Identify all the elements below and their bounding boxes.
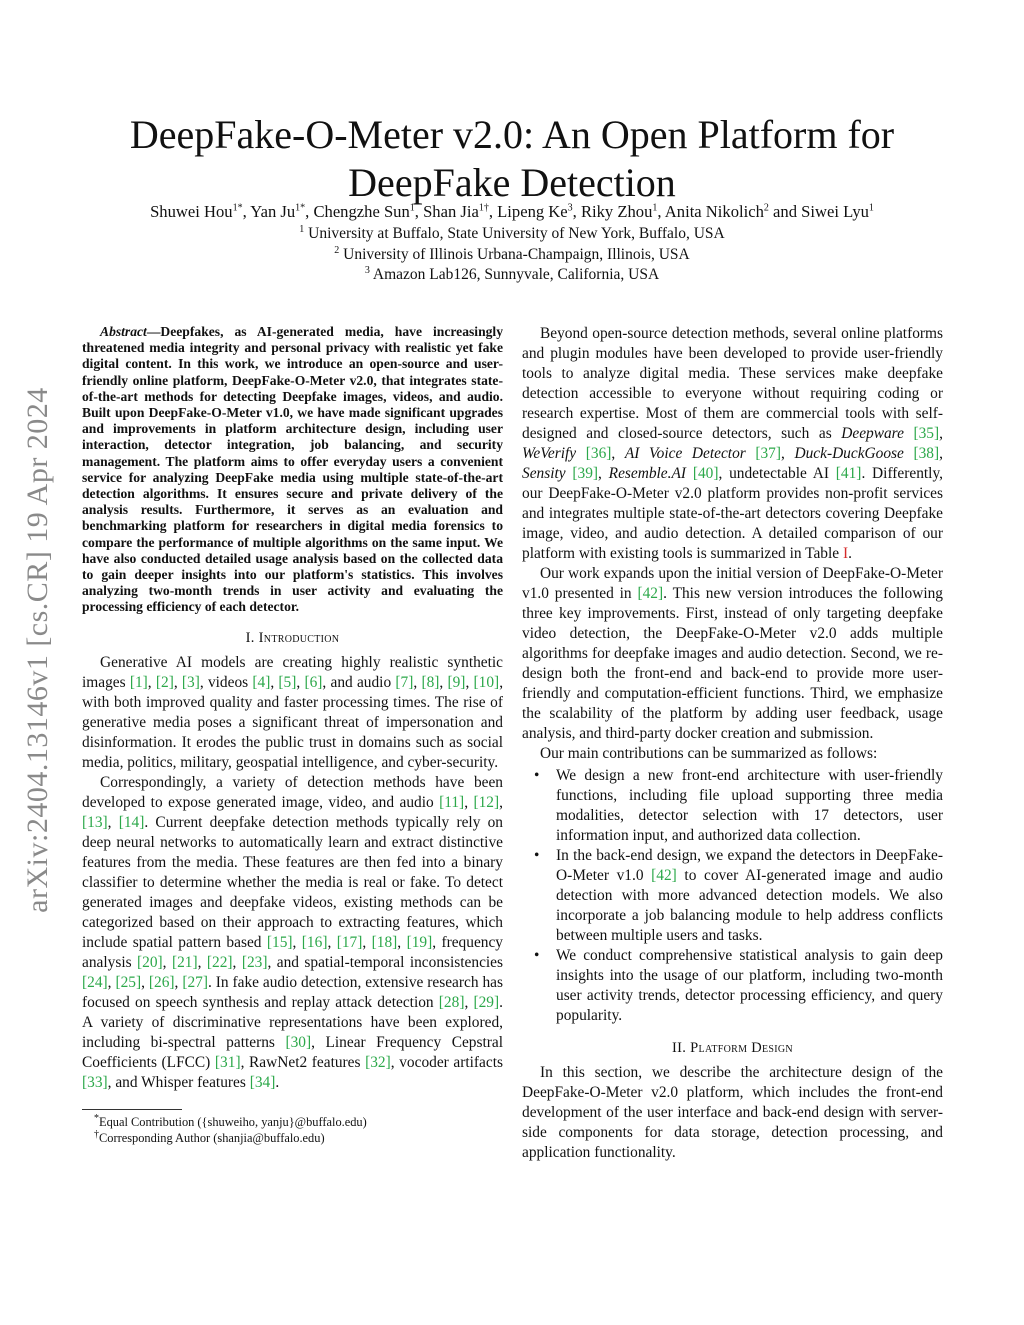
bullet: •: [534, 947, 540, 964]
affiliation-mark: 3: [364, 264, 370, 276]
affiliation-text: University at Buffalo, State University of New York, Buffalo, USA: [308, 225, 725, 242]
author-name: Shan Jia: [423, 202, 479, 221]
citation-link[interactable]: [33]: [82, 1073, 108, 1091]
affiliation-text: University of Illinois Urbana-Champaign, Illinois, USA: [343, 245, 690, 263]
section-number: II.: [672, 1040, 687, 1056]
contribution-item: • We design a new front-end architecture with user-friendly functions, including file upload supporting three media modalities, detector selection with 17 detectors, user information input, and authorized data collection.: [534, 767, 943, 844]
author-name: Siwei Lyu: [801, 202, 869, 221]
footnote-mark: *: [94, 1112, 99, 1124]
citation-link[interactable]: [34]: [249, 1073, 276, 1091]
contribution-list: [522, 766, 943, 1026]
citation-link[interactable]: [31]: [214, 1053, 241, 1071]
citation-link[interactable]: [37]: [755, 445, 782, 462]
citation-link[interactable]: [12]: [473, 793, 500, 811]
right-column-body: [522, 324, 943, 764]
tool-name: WeVerify: [522, 445, 577, 462]
author-name: Anita Nikolich: [664, 202, 764, 221]
citation-link[interactable]: [21]: [171, 953, 198, 971]
citation-link[interactable]: [11]: [439, 793, 465, 811]
section-title: Introduction: [258, 629, 340, 646]
citation-link[interactable]: [4]: [252, 673, 271, 691]
affiliation-list: [70, 224, 954, 286]
bullet: •: [534, 767, 540, 784]
author-affiliation-mark: 1: [868, 202, 874, 214]
abstract-text: —Deepfakes, as AI-generated media, have increasingly threatened media integrity and personal privacy with realistic yet fake digital content. In this work, we introduce an open-source and user-friendly online platform, DeepFake-O-Meter v2.0, that integrates state-of-the-art methods for detecting Deepfake images, videos, and audio. Built upon DeepFake-O-Meter v1.0, we have made significant upgrades and improvements in platform architecture design, including user interaction, detector integration, job balancing, and security management. The platform aims to offer everyday users a convenient service for analyzing DeepFake media using multiple state-of-the-art detection algorithms. It ensures secure and private delivery of the analysis results. Furthermore, it serves as an evaluation and benchmarking platform for researchers in digital media forensics to compare the performance of multiple algorithms on the same input. We have also conducted detailed usage analysis based on the collected data to gain deeper insights into our platform's statistics. This involves analyzing two-month trends in user activity and evaluating the processing efficiency of each detector.: [82, 324, 503, 615]
citation-link[interactable]: [41]: [835, 465, 862, 482]
section-heading-introduction: [82, 630, 503, 647]
citation-link[interactable]: [5]: [278, 673, 297, 691]
author-affiliation-mark: 3: [567, 202, 573, 214]
author-name: Yan Ju: [250, 202, 296, 221]
citation-link[interactable]: [13]: [82, 813, 108, 831]
citation-link[interactable]: [30]: [285, 1033, 312, 1051]
citation-link[interactable]: [36]: [585, 445, 612, 462]
citation-link[interactable]: [6]: [304, 673, 323, 691]
citation-link[interactable]: [19]: [406, 933, 433, 951]
author-affiliation-mark: 1: [652, 202, 658, 214]
paragraph: In this section, we describe the architecture design of the DeepFake-O-Meter v2.0 platform, which includes the front-end development of the user interface and back-end design with server-side components for data storage, detection processing, and application functionality.: [522, 1064, 943, 1161]
paragraph: Correspondingly, a variety of detection methods have been developed to expose generated image, video, and audio [11], [12], [13], [14]. Current deepfake detection methods typically rely on deep neural networks to automatically learn and extract distinctive features from the media. These features are then fed into a binary classifier to determine whether the media is real or fake. To detect generated images and deepfake videos, existing methods can be categorized based on their approach to extracting features, which include spatial pattern based [15], [16], [17], [18], [19], frequency analysis [20], [21], [22], [23], and spatial-temporal inconsistencies [24], [25], [26], [27]. In fake audio detection, extensive research has focused on speech synthesis and replay attack detection [28], [29]. A variety of discriminative representations have been explored, including bi-spectral patterns [30], Linear Frequency Cepstral Coefficients (LFCC) [31], RawNet2 features [32], vocoder artifacts [33], and Whisper features [34].: [82, 773, 504, 1091]
citation-link[interactable]: [14]: [118, 813, 145, 831]
affiliation: [70, 224, 954, 245]
citation-link[interactable]: [16]: [301, 933, 328, 951]
citation-link[interactable]: [32]: [365, 1053, 391, 1071]
introduction-body: [82, 653, 503, 1093]
author-name: Lipeng Ke: [497, 202, 568, 221]
affiliation-mark: 2: [334, 244, 340, 256]
citation-link[interactable]: [42]: [637, 585, 664, 602]
citation-link[interactable]: [18]: [371, 933, 398, 951]
citation-link[interactable]: [40]: [692, 465, 719, 482]
citation-link[interactable]: [38]: [913, 445, 940, 462]
right-column: [522, 324, 943, 1163]
author-name: Shuwei Hou: [150, 202, 233, 221]
citation-link[interactable]: [20]: [137, 953, 163, 971]
citation-link[interactable]: [29]: [473, 993, 500, 1011]
citation-link[interactable]: [26]: [148, 973, 175, 991]
author-list: Shuwei Hou$^{1*}$, Yan $Ju^{1*}$, Chengzhe Sun$^1$, Shan Jia$^{1\dagger}$, Lipeng Ke$^3$, Riky Zhou$^1$, Anita Nikolich$^2$ and Siwei Lyu$^1$: [150, 202, 874, 221]
section-heading-platform-design: [522, 1040, 943, 1057]
citation-link[interactable]: [27]: [182, 973, 208, 991]
tool-name: Duck-DuckGoose: [794, 445, 904, 462]
author-name: Chengzhe Sun: [313, 202, 410, 221]
abstract-label: Abstract: [100, 324, 147, 339]
citation-link[interactable]: [15]: [266, 933, 293, 951]
author-affiliation-mark: 1: [409, 202, 415, 214]
table-reference-link[interactable]: I: [842, 545, 849, 562]
citation-link[interactable]: [23]: [241, 953, 268, 971]
citation-link[interactable]: [28]: [438, 993, 465, 1011]
contribution-item: • In the back-end design, we expand the detectors in DeepFake-O-Meter v1.0 [42] to cover AI-generated image and audio detection with more advanced detection models. We also incorporate a job balancing module to help address conflicts between multiple users and tasks.: [534, 847, 943, 944]
citation-link[interactable]: [24]: [82, 973, 108, 991]
citation-link[interactable]: [25]: [115, 973, 142, 991]
arxiv-stamp-text: arXiv:2404.13146v1 [cs.CR] 19 Apr 2024: [21, 387, 54, 913]
platform-design-body: [522, 1063, 943, 1163]
paragraph: Beyond open-source detection methods, several online platforms and plugin modules have been developed to provide user-friendly tools to analyze digital media. These services make deepfake detection accessible to everyone without requiring coding or research expertise. Most of them are commercial tools with self-designed and closed-source detectors, such as Deepware [35], WeVerify [36], AI Voice Detector [37], Duck-DuckGoose [38], Sensity [39], Resemble.AI [40], undetectable AI [41]. Differently, our DeepFake-O-Meter v2.0 platform provides non-profit services and integrates multiple state-of-the-art detectors covering Deepfake image, video, and audio detection. A detailed comparison of our platform with existing tools is summarized in Table I.: [522, 325, 943, 562]
footnote-text: Corresponding Author (shanjia@buffalo.edu): [99, 1130, 325, 1145]
affiliation-mark: 1: [299, 223, 305, 235]
citation-link[interactable]: [8]: [421, 673, 440, 691]
footnote: [82, 1114, 503, 1130]
footnote-mark: †: [94, 1128, 99, 1140]
tool-name: Deepware: [841, 425, 904, 442]
citation-link[interactable]: [9]: [447, 673, 466, 691]
citation-link[interactable]: [3]: [181, 673, 200, 691]
footnotes: [82, 1114, 503, 1146]
citation-link[interactable]: [1]: [129, 673, 148, 691]
paragraph: Our main contributions can be summarized as follows:: [540, 745, 878, 762]
tool-name: Resemble.AI: [608, 465, 687, 482]
tool-name: AI Voice Detector: [624, 445, 746, 462]
citation-link[interactable]: [35]: [913, 425, 940, 442]
citation-link[interactable]: [22]: [206, 953, 233, 971]
contribution-item: • We conduct comprehensive statistical analysis to gain deep insights into the usage of our platform, including two-month user activity trends, detector processing efficiency, and query popularity.: [534, 947, 943, 1024]
citation-link[interactable]: [39]: [572, 465, 599, 482]
author-affiliation-mark: 2: [763, 202, 769, 214]
author-affiliation-mark: 1*: [232, 202, 243, 214]
author-affiliation-mark: 1†: [478, 202, 489, 214]
footnote-text: Equal Contribution ({shuweiho, yanju}@buffalo.edu): [99, 1114, 367, 1129]
author-name: Riky Zhou: [580, 202, 653, 221]
section-number: I.: [245, 629, 255, 646]
tool-name: Sensity: [522, 465, 566, 482]
footnote: [82, 1130, 503, 1146]
citation-link[interactable]: [10]: [473, 673, 500, 691]
citation-link[interactable]: [17]: [336, 933, 363, 951]
footnote-rule: [82, 1109, 182, 1110]
citation-link[interactable]: [7]: [395, 673, 414, 691]
left-column: [82, 324, 503, 1146]
section-title: Platform Design: [690, 1040, 793, 1056]
affiliation: [70, 265, 954, 286]
paragraph: Our work expands upon the initial version of DeepFake-O-Meter v1.0 presented in [42]. This new version introduces the following three key improvements. First, instead of only targeting deepfake video detection, the DeepFake-O-Meter v2.0 adds multiple algorithms for deepfake images and audio detection. Second, we re-design both the front-end and back-end to provide more user-friendly and computation-efficient functions. Third, we emphasize the scalability of the platform by adding user feedback, usage analysis, and third-party docker creation and submission.: [522, 565, 943, 742]
affiliation-text: Amazon Lab126, Sunnyvale, California, USA: [372, 266, 660, 283]
arxiv-stamp: [14, 340, 62, 960]
citation-link[interactable]: [42]: [651, 867, 677, 884]
paper-title: DeepFake-O-Meter v2.0: An Open Platform for DeepFake Detection: [129, 111, 895, 205]
bullet: •: [534, 847, 540, 864]
author-affiliation-mark: 1*: [295, 202, 306, 214]
affiliation: [70, 245, 954, 266]
citation-link[interactable]: [2]: [155, 673, 174, 691]
abstract: [82, 324, 503, 616]
paragraph: Generative AI models are creating highly realistic synthetic images [1], [2], [3], videos [4], [5], [6], and audio [7], [8], [9], [10], with both improved quality and faster processing times. The rise of generative media poses a significant threat of impersonation and disinformation. It erodes the public trust in domains such as social media, politics, military, geospatial intelligence, and cyber-security.: [82, 653, 504, 771]
